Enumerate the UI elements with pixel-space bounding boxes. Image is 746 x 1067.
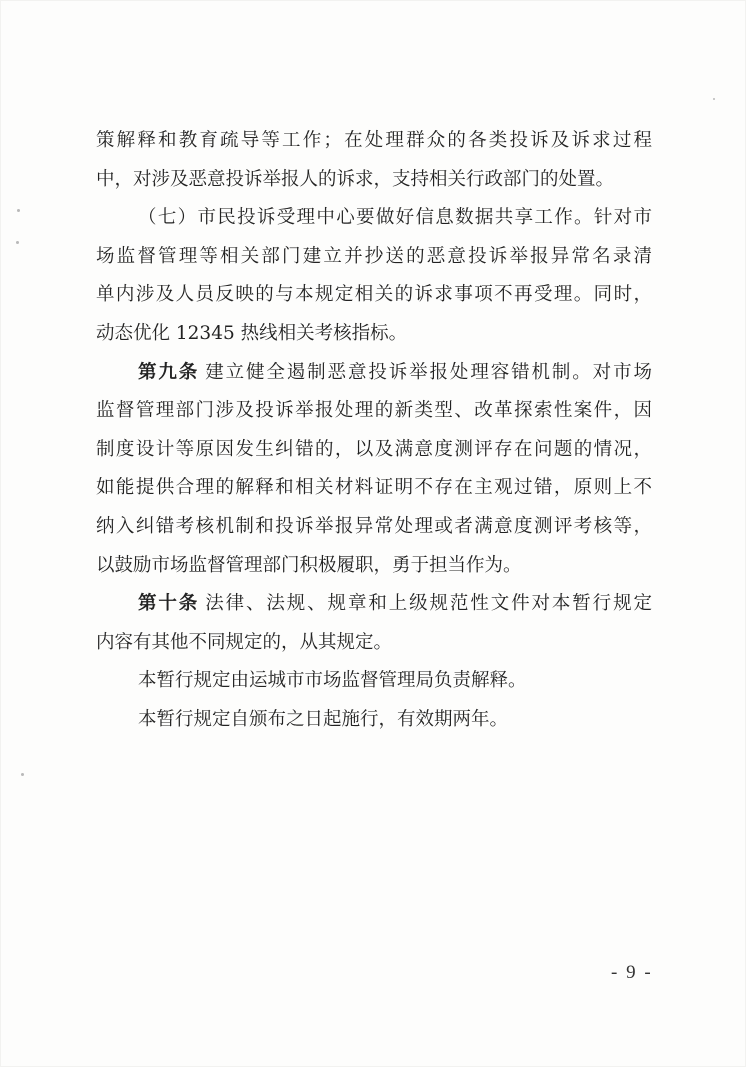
text-line: （七）市民投诉受理中心要做好信息数据共享工作。针对市 (138, 207, 652, 229)
text-line: 建立健全遏制恶意投诉举报处理容错机制。对市场 (205, 361, 652, 383)
text-line: 如能提供合理的解释和相关材料证明不存在主观过错，原则上不 (96, 477, 652, 499)
text-line: 本暂行规定自颁布之日起施行，有效期两年。 (138, 708, 509, 730)
text-line: 策解释和教育疏导等工作；在处理群众的各类投诉及诉求过程 (96, 130, 652, 151)
text-line: 制度设计等原因发生纠错的，以及满意度测评存在问题的情况， (96, 438, 652, 460)
text-line: 中，对涉及恶意投诉举报人的诉求，支持相关行政部门的处置。 (96, 168, 615, 190)
text-line: 单内涉及人员反映的与本规定相关的诉求事项不再受理。同时， (96, 284, 652, 306)
scan-speck (713, 98, 715, 100)
scan-speck (21, 773, 24, 776)
text-line: 监督管理部门涉及投诉举报处理的新类型、改革探索性案件，因 (96, 400, 652, 422)
body-text (96, 122, 652, 740)
text-line: 本暂行规定由运城市市场监督管理局负责解释。 (138, 670, 527, 692)
text-line: 法律、法规、规章和上级规范性文件对本暂行规定 (205, 593, 652, 615)
article-9-heading: 第九条 (138, 361, 200, 383)
text-line: 内容有其他不同规定的，从其规定。 (96, 631, 393, 653)
page-number: - 9 - (611, 962, 653, 983)
text-line: 场监督管理等相关部门建立并抄送的恶意投诉举报异常名录清 (96, 245, 652, 267)
article-10-first-line (96, 585, 652, 624)
article-10-heading: 第十条 (138, 593, 200, 615)
text-line: 纳入纠错考核机制和投诉举报异常处理或者满意度测评考核等， (96, 515, 652, 537)
scan-speck (16, 241, 19, 244)
text-line: 以鼓励市场监督管理部门积极履职，勇于担当作为。 (96, 554, 522, 576)
text-line: 动态优化 12345 热线相关考核指标。 (96, 322, 408, 344)
article-9-first-line (96, 354, 652, 393)
scan-speck (17, 209, 20, 212)
